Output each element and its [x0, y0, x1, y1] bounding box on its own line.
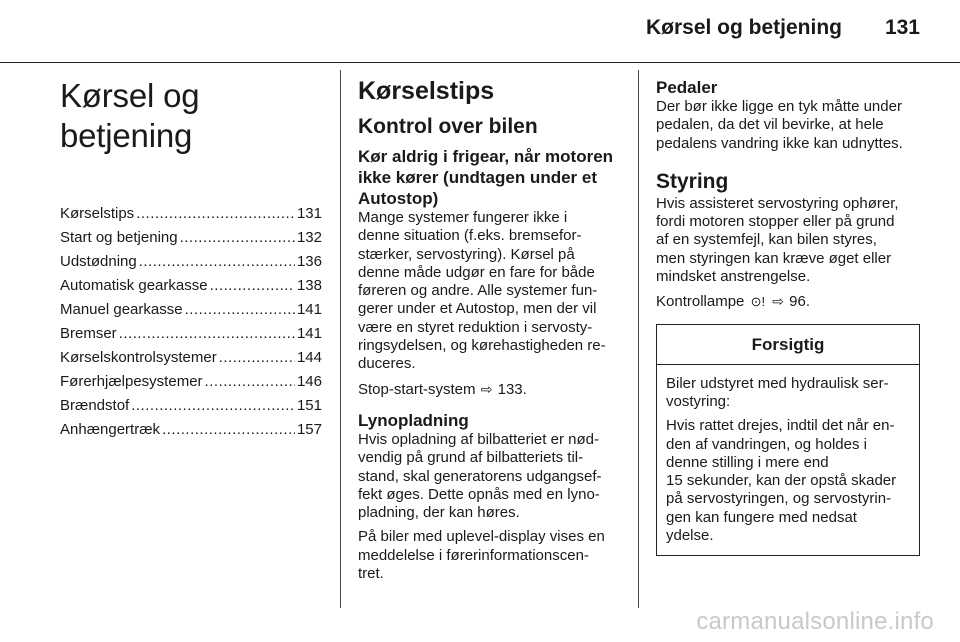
toc-leader-dots — [210, 274, 295, 298]
text-line: af en systemfejl, kan bilen styres, — [656, 231, 877, 249]
column-contents — [60, 64, 322, 442]
text-line: den af vandringen, og holdes i — [666, 435, 867, 453]
caution-box — [656, 324, 920, 557]
toc-entry-page: 157 — [296, 421, 322, 438]
text-line: tret. — [358, 565, 384, 583]
reference-page-link[interactable]: 133. — [497, 380, 527, 398]
toc-leader-dots — [119, 322, 295, 346]
toc-entry-label: Manuel gearkasse — [60, 301, 183, 318]
text-line: Hvis rattet drejes, indtil det når en- — [666, 417, 895, 435]
cross-reference-stop-start — [358, 380, 622, 399]
section-heading-steering: Styring — [656, 169, 729, 193]
toc-entry-label: Førerhjælpesystemer — [60, 373, 203, 390]
toc-entry-page: 141 — [296, 301, 322, 318]
toc-entry-page: 151 — [296, 397, 322, 414]
watermark: carmanualsonline.info — [696, 608, 934, 635]
text-line: føreren og andre. Alle systemer fun- — [358, 282, 598, 300]
toc-leader-dots — [180, 226, 295, 250]
control-lamp-reference — [656, 292, 922, 311]
toc-leader-dots — [205, 370, 295, 394]
text-line: fekt øges. Dette opnås med en lyno- — [358, 485, 600, 503]
text-line: fordi motoren stopper eller på grund — [656, 213, 895, 231]
subsection-heading-vehicle-control: Kontrol over bilen — [358, 115, 538, 138]
text-line: vostyring: — [666, 392, 731, 410]
text-line: ringsydelsen, og kørehastigheden re- — [358, 337, 606, 355]
section-heading-driving-tips: Kørselstips — [358, 77, 495, 105]
text-line: gen kan fungere med nedsat — [666, 508, 857, 526]
text-line: ydelse. — [666, 527, 714, 545]
text-line: Mange systemer fungerer ikke i — [358, 209, 568, 226]
page-header — [0, 0, 960, 62]
reference-text: Stop-start-system — [358, 380, 476, 398]
toc-leader-dots — [185, 298, 295, 322]
text-line: Hvis assisteret servostyring ophører, — [656, 194, 899, 212]
toc-entry[interactable] — [60, 298, 322, 322]
toc-entry-page: 131 — [296, 205, 322, 222]
neutral-warning-heading — [358, 146, 622, 209]
text-line: denne stilling i mere end — [666, 453, 829, 471]
toc-entry-label: Start og betjening — [60, 229, 178, 246]
text-line: pedalen, da det vil bevirke, at hele — [656, 116, 884, 134]
column-divider-right — [638, 70, 639, 608]
page-reference-arrow-icon: ⇨ — [480, 380, 493, 397]
paragraph-pedals — [656, 98, 922, 153]
steering-warning-lamp-icon: ⊙! — [750, 294, 766, 310]
toc-entry-page: 136 — [296, 253, 322, 270]
toc-entry-label: Bremser — [60, 325, 117, 342]
text-line: 15 sekunder, kan der opstå skader — [666, 472, 897, 490]
paragraph-display — [358, 528, 622, 583]
toc-entry-label: Kørselstips — [60, 205, 135, 222]
text-line: mindsket anstrengelse. — [656, 268, 811, 286]
text-line: pedalens vandring ikke kan udnyttes. — [656, 134, 903, 152]
page-reference-arrow-icon: ⇨ — [772, 293, 784, 310]
text-line: meddelelse i førerinformationscen- — [358, 546, 589, 564]
heading-line: Autostop) — [358, 189, 439, 208]
toc-entry-page: 138 — [296, 277, 322, 294]
reference-page-link[interactable]: 96. — [789, 293, 811, 311]
text-line: men styringen kan kræve øget eller — [656, 249, 892, 267]
text-line: duceres. — [358, 355, 416, 373]
toc-entry[interactable] — [60, 370, 322, 394]
text-line: pladning, der kan høres. — [358, 504, 520, 522]
toc-entry-page: 146 — [296, 373, 322, 390]
subsection-heading-fast-charging: Lynopladning — [358, 410, 469, 430]
toc-entry[interactable] — [60, 346, 322, 370]
toc-leader-dots — [162, 418, 295, 442]
reference-text: Kontrollampe — [656, 293, 745, 311]
paragraph-steering — [656, 195, 922, 286]
toc-entry[interactable] — [60, 322, 322, 346]
page-number: 131 — [884, 16, 920, 39]
heading-line: ikke kører (undtagen under et — [358, 168, 597, 187]
text-line: være en styret reduktion i servosty- — [358, 318, 593, 336]
caution-body — [657, 365, 919, 556]
toc-entry-label: Kørselskontrolsystemer — [60, 349, 217, 366]
toc-entry[interactable] — [60, 274, 322, 298]
toc-entry[interactable] — [60, 418, 322, 442]
text-line: Hvis opladning af bilbatteriet er nød- — [358, 430, 599, 448]
toc-entry-label: Automatisk gearkasse — [60, 277, 208, 294]
toc-entry-label: Udstødning — [60, 253, 137, 270]
text-line: stærker, servostyring). Kørsel på — [358, 245, 575, 263]
caution-paragraph — [666, 417, 910, 545]
toc-entry-label: Anhængertræk — [60, 421, 161, 438]
paragraph-charging — [358, 431, 622, 522]
caution-paragraph — [666, 375, 910, 412]
heading-line: Kør aldrig i frigear, når motoren — [358, 147, 614, 166]
toc-entry-page: 132 — [296, 229, 322, 246]
running-title: Kørsel og betjening — [645, 16, 842, 39]
text-line: Der bør ikke ligge en tyk måtte under — [656, 98, 902, 115]
toc-entry[interactable] — [60, 202, 322, 226]
text-line: vendig på grund af bilbatteriets til- — [358, 449, 584, 467]
column-driving-tips — [358, 64, 622, 583]
column-pedals-steering — [656, 64, 922, 556]
column-divider-left — [340, 70, 341, 608]
text-line: gerer under et Autostop, men der vil — [358, 300, 597, 318]
paragraph-systems — [358, 209, 622, 374]
text-line: Biler udstyret med hydraulisk ser- — [666, 374, 889, 392]
toc-entry-page: 144 — [296, 349, 322, 366]
toc-entry-label: Brændstof — [60, 397, 130, 414]
toc-leader-dots — [131, 394, 295, 418]
text-line: på servostyringen, og servostyrin- — [666, 490, 892, 508]
toc-entry[interactable] — [60, 226, 322, 250]
toc-entry[interactable] — [60, 250, 322, 274]
toc-leader-dots — [139, 250, 295, 274]
toc-leader-dots — [219, 346, 295, 370]
toc-entry[interactable] — [60, 394, 322, 418]
subsection-heading-pedals: Pedaler — [656, 78, 718, 97]
toc-leader-dots — [136, 202, 295, 226]
chapter-title: Kørsel og betjening — [60, 77, 200, 154]
caution-title: Forsigtig — [657, 325, 919, 365]
text-line: denne situation (f.eks. bremsefor- — [358, 227, 582, 245]
table-of-contents — [60, 202, 322, 442]
header-rule — [0, 62, 960, 63]
text-line: stand, skal generatorens udgangsef- — [358, 467, 602, 485]
text-line: denne måde udgør en fare for både — [358, 263, 595, 281]
text-line: På biler med uplevel-display vises en — [358, 528, 605, 546]
toc-entry-page: 141 — [296, 325, 322, 342]
